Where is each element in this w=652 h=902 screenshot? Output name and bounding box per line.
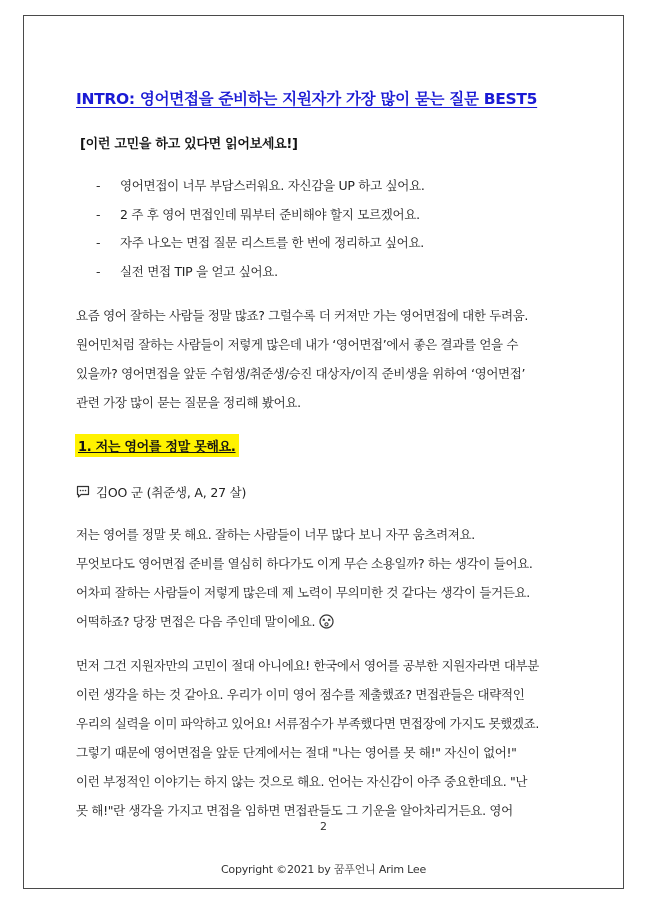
list-item (96, 262, 425, 291)
paragraph-line (76, 612, 533, 641)
paragraph-line-text: 어떡하죠? 당장 면접은 다음 주인데 말이에요. (76, 614, 316, 629)
paragraph-line: 우리의 실력을 이미 파악하고 있어요! 서류점수가 부족했다면 면접장에 가지도 못했겠죠. (76, 716, 539, 731)
speaker-line (76, 483, 246, 501)
paragraph-line: 저는 영어를 정말 못 해요. 잘하는 사람들이 너무 많다 보니 자꾸 움츠려져요. (76, 527, 475, 542)
list-item-text: 2 주 후 영어 면접인데 뭐부터 준비해야 할지 모르겠어요. (120, 206, 420, 222)
bullet-dash: - (96, 178, 101, 193)
list-item-text: 자주 나오는 면접 질문 리스트를 한 번에 정리하고 싶어요. (120, 235, 424, 250)
question-paragraph (76, 525, 533, 641)
document-page (23, 15, 624, 889)
list-item (96, 176, 425, 205)
intro-paragraph (76, 306, 528, 422)
paragraph-line: 원어민처럼 잘하는 사람들이 저렇게 많은데 내가 ‘영어면접’에서 좋은 결과를 얻을 수 (76, 337, 519, 352)
list-item (96, 205, 425, 234)
paragraph-line: 못 해!"란 생각을 가지고 면접을 임하면 면접관들도 그 기운을 알아차리거든요. 영어 (76, 803, 513, 818)
bullet-dash: - (96, 263, 101, 279)
paragraph-line: 관련 가장 많이 묻는 질문을 정리해 봤어요. (76, 395, 301, 410)
list-item-text: 실전 면접 TIP 을 얻고 싶어요. (120, 263, 278, 279)
page-title[interactable]: INTRO: 영어면접을 준비하는 지원자가 가장 많이 묻는 질문 BEST5 (76, 90, 538, 108)
bullet-dash: - (96, 235, 101, 250)
speaker-name: 김OO 군 (취준생, A, 27 살) (96, 485, 247, 500)
concern-list (96, 176, 425, 290)
paragraph-line: 어차피 잘하는 사람들이 저렇게 많은데 제 노력이 무의미한 것 같다는 생각이 들거든요. (76, 585, 530, 600)
copyright-footer: Copyright ©2021 by 꿈푸언니 Arim Lee (220, 863, 427, 876)
answer-paragraph (76, 656, 539, 830)
subheading: [이런 고민을 하고 있다면 읽어보세요!] (80, 137, 298, 152)
dizzy-face-emoji-icon (319, 614, 334, 629)
speech-bubble-icon (76, 485, 90, 499)
paragraph-line: 요즘 영어 잘하는 사람들 정말 많죠? 그럴수록 더 커져만 가는 영어면접에 대한 두려움. (76, 308, 529, 323)
paragraph-line: 있을까? 영어면접을 앞둔 수험생/취준생/승진 대상자/이직 준비생을 위하여 ‘영어면접’ (76, 366, 526, 381)
paragraph-line: 이런 부정적인 이야기는 하지 않는 것으로 해요. 언어는 자신감이 아주 중요한데요. "난 (76, 774, 528, 789)
paragraph-line: 무엇보다도 영어면접 준비를 열심히 하다가도 이게 무슨 소용일까? 하는 생각이 들어요. (76, 556, 533, 571)
list-item-text: 영어면접이 너무 부담스러워요. 자신감을 UP 하고 싶어요. (120, 178, 425, 193)
page-number: 2 (320, 820, 327, 833)
section-heading: 1. 저는 영어를 정말 못해요. (75, 434, 239, 457)
paragraph-line: 그렇기 때문에 영어면접을 앞둔 단계에서는 절대 "나는 영어를 못 해!" 자신이 없어!" (76, 745, 517, 760)
bullet-dash: - (96, 206, 101, 222)
paragraph-line: 이런 생각을 하는 것 같아요. 우리가 이미 영어 점수를 제출했죠? 면접관들은 대략적인 (76, 687, 525, 702)
list-item (96, 233, 425, 262)
paragraph-line: 먼저 그건 지원자만의 고민이 절대 아니에요! 한국에서 영어를 공부한 지원자라면 대부분 (76, 658, 539, 673)
